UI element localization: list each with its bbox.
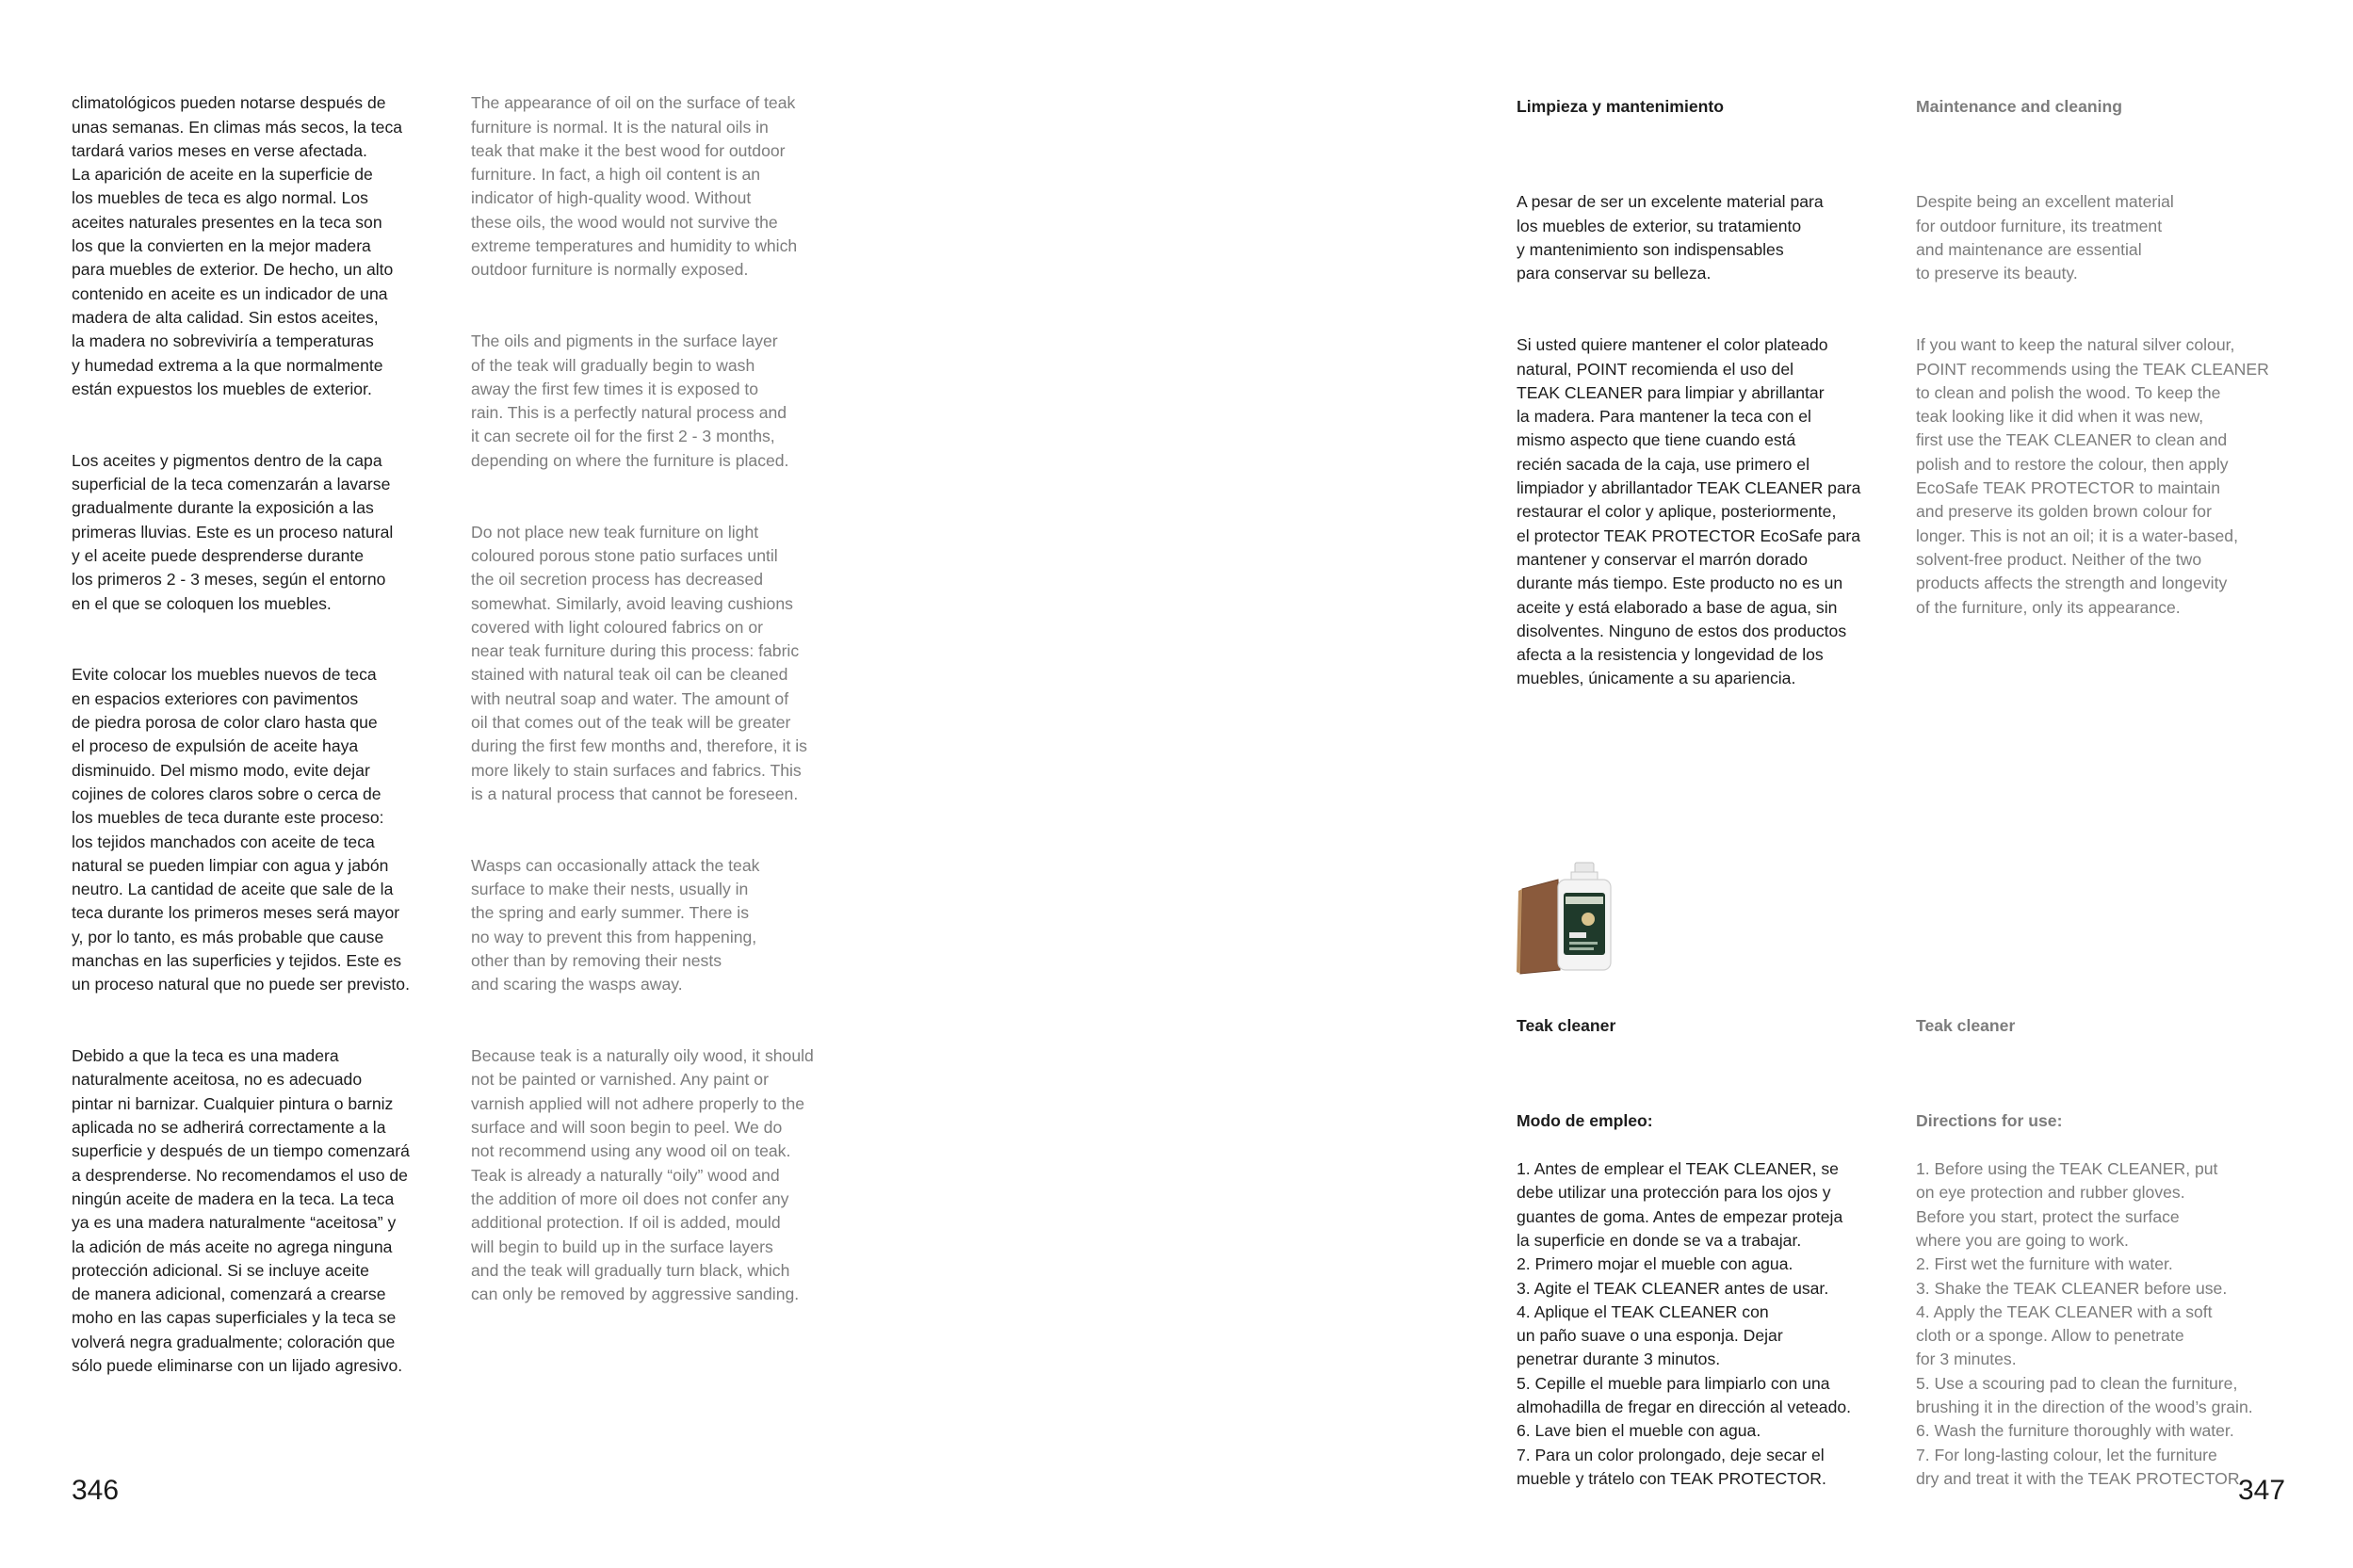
left-en-paragraph-3: Do not place new teak furniture on light coloured porous stone patio surfaces until the oil secretion process has decreased somewhat. Similarly, avoid leaving cushions covered with light coloured fabrics on or near teak furniture during this process: fabric stained with natural teak oil can be cleaned with neutral soap and water. The amount of oil that comes out of the teak will be greater during the first few months and, therefore, it is more likely to stain surfaces and fabrics. This is a natural process that cannot be foreseen.	[471, 522, 807, 803]
right-en-paragraph-1: Despite being an excellent material for outdoor furniture, its treatment and maintenance are essential to preserve its beauty.	[1916, 192, 2174, 283]
product-es-subtitle: Modo de empleo:	[1517, 1111, 1653, 1131]
product-es-steps: 1. Antes de emplear el TEAK CLEANER, se debe utilizar una protección para los ojos y guantes de goma. Antes de empezar proteja la superficie en donde se va a trabajar. 2. Primero mojar el mueble con agua. 3. Agite el TEAK CLEANER antes de usar. 4. Aplique el TEAK CLEANER con un paño suave o una esponja. Dejar penetrar durante 3 minutos. 5. Cepille el mueble para limpiarlo con una almohadilla de fregar en dirección al veteado. 6. Lave bien el mueble con agua. 7. Para un color prolongado, deje secar el mueble y trátelo con TEAK PROTECTOR.	[1517, 1159, 1852, 1488]
left-en-paragraph-4: Wasps can occasionally attack the teak surface to make their nests, usually in the spring and early summer. There is no way to prevent this from happening, other than by removing their nests and scaring the wasps away.	[471, 855, 760, 994]
product-es-title: Teak cleaner	[1517, 1016, 1616, 1036]
left-en-paragraph-1: The appearance of oil on the surface of teak furniture is normal. It is the natural oils in teak that make it the best wood for outdoor furniture. In fact, a high oil content is an indicator of high-quality wood. Without these oils, the wood would not survive the extreme temperatures and humidity to which outdoor furniture is normally exposed.	[471, 93, 798, 280]
right-en-column	[1916, 72, 2330, 667]
right-en-paragraph-2: If you want to keep the natural silver colour, POINT recommends using the TEAK CLEANER to clean and polish the wood. To keep the teak looking like it did when it was new, first use the TEAK CLEANER to clean and polish and to restore the colour, then apply EcoSafe TEAK PROTECTOR to maintain and preserve its golden brown colour for longer. This is not an oil; it is a water-based, solvent-free product. Neither of the two products affects the strength and longevity of the furniture, only its appearance.	[1916, 335, 2269, 617]
right-es-paragraph-1: A pesar de ser un excelente material para los muebles de exterior, su tratamiento y mantenimiento son indispensables para conservar su belleza.	[1517, 192, 1824, 283]
product-en-subtitle: Directions for use:	[1916, 1111, 2063, 1131]
left-en-paragraph-5: Because teak is a naturally oily wood, it should not be painted or varnished. Any paint or varnish applied will not adhere properly to the surface and will soon begin to peel. We do not recommend using any wood oil on teak. Teak is already a naturally “oily” wood and the addition of more oil does not confer any additional protection. If oil is added, mould will begin to build up in the surface layers and the teak will gradually turn black, which can only be removed by aggressive sanding.	[471, 1046, 814, 1304]
product-en-column	[1916, 991, 2330, 1539]
teak-cleaner-product-image	[1517, 861, 1620, 976]
right-es-paragraph-2: Si usted quiere mantener el color plateado natural, POINT recomienda el uso del TEAK CLEANER para limpiar y abrillantar la madera. Para mantener la teca con el mismo aspecto que tiene cuando está recién sacada de la caja, use primero el limpiador y abrillantador TEAK CLEANER para restaurar el color y aplique, posteriormente, el protector TEAK PROTECTOR EcoSafe para mantener y conservar el marrón dorado durante más tiempo. Este producto no es un aceite y está elaborado a base de agua, sin disolventes. Ninguno de estos dos productos afecta a la resistencia y longevidad de los muebles, únicamente a su apariencia.	[1517, 335, 1861, 688]
left-es-paragraph-4: Debido a que la teca es una madera naturalmente aceitosa, no es adecuado pintar ni barnizar. Cualquier pintura o barniz aplicada no se adherirá correctamente a la superficie y después de un tiempo comenzará a desprenderse. No recomendamos el uso de ningún aceite de madera en la teca. La teca ya es una madera naturalmente “aceitosa” y la adición de más aceite no agrega ninguna protección adicional. Si se incluye aceite de manera adicional, comenzará a crearse moho en las capas superficiales y la teca se volverá negra gradualmente; coloración que sólo puede eliminarse con un lijado agresivo.	[72, 1046, 410, 1376]
page-number-left: 346	[72, 1475, 120, 1506]
right-es-column	[1517, 72, 1912, 738]
teak-cleaner-bottle-and-pad-icon	[1517, 861, 1620, 976]
left-en-column	[471, 68, 867, 1354]
product-es-column	[1517, 991, 1912, 1539]
left-es-paragraph-3: Evite colocar los muebles nuevos de teca en espacios exteriores con pavimentos de piedra porosa de color claro hasta que el proceso de expulsión de aceite haya disminuido. Del mismo modo, evite dejar cojines de colores claros sobre o cerca de los muebles de teca durante este proceso: los tejidos manchados con aceite de teca natural se pueden limpiar con agua y jabón neutro. La cantidad de aceite que sale de la teca durante los primeros meses será mayor y, por lo tanto, es más probable que cause manchas en las superficies y tejidos. Este es un proceso natural que no puede ser previsto.	[72, 665, 410, 994]
es-section-heading: Limpieza y mantenimiento	[1517, 97, 1724, 117]
product-en-title: Teak cleaner	[1916, 1016, 2016, 1036]
left-es-paragraph-1: climatológicos pueden notarse después de unas semanas. En climas más secos, la teca tardará varios meses en verse afectada. La aparición de aceite en la superficie de los muebles de teca es algo normal. Los aceites naturales presentes en la teca son los que la convierten en la mejor madera para muebles de exterior. De hecho, un alto contenido en aceite es un indicador de una madera de alta calidad. Sin estos aceites, la madera no sobreviviría a temperaturas y humedad extrema a la que normalmente están expuestos los muebles de exterior.	[72, 93, 403, 398]
left-es-paragraph-2: Los aceites y pigmentos dentro de la capa superficial de la teca comenzarán a lavarse gradualmente durante la exposición a las primeras lluvias. Este es un proceso natural y el aceite puede desprenderse durante los primeros 2 - 3 meses, según el entorno en el que se coloquen los muebles.	[72, 450, 394, 613]
page-number-right: 347	[2238, 1475, 2286, 1506]
left-es-column	[72, 68, 467, 1426]
en-section-heading: Maintenance and cleaning	[1916, 97, 2122, 117]
left-en-paragraph-2: The oils and pigments in the surface layer of the teak will gradually begin to wash away the first few times it is exposed to rain. This is a perfectly natural process and it can secrete oil for the first 2 - 3 months, depending on where the furniture is placed.	[471, 331, 789, 470]
product-en-steps: 1. Before using the TEAK CLEANER, put on eye protection and rubber gloves. Before you start, protect the surface where you are going to work. 2. First wet the furniture with water. 3. Shake the TEAK CLEANER before use. 4. Apply the TEAK CLEANER with a soft cloth or a sponge. Allow to penetrate for 3 minutes. 5. Use a scouring pad to clean the furniture, brushing it in the direction of the wood’s grain. 6. Wash the furniture thoroughly with water. 7. For long-lasting colour, let the furniture dry and treat it with the TEAK PROTECTOR.	[1916, 1159, 2253, 1488]
